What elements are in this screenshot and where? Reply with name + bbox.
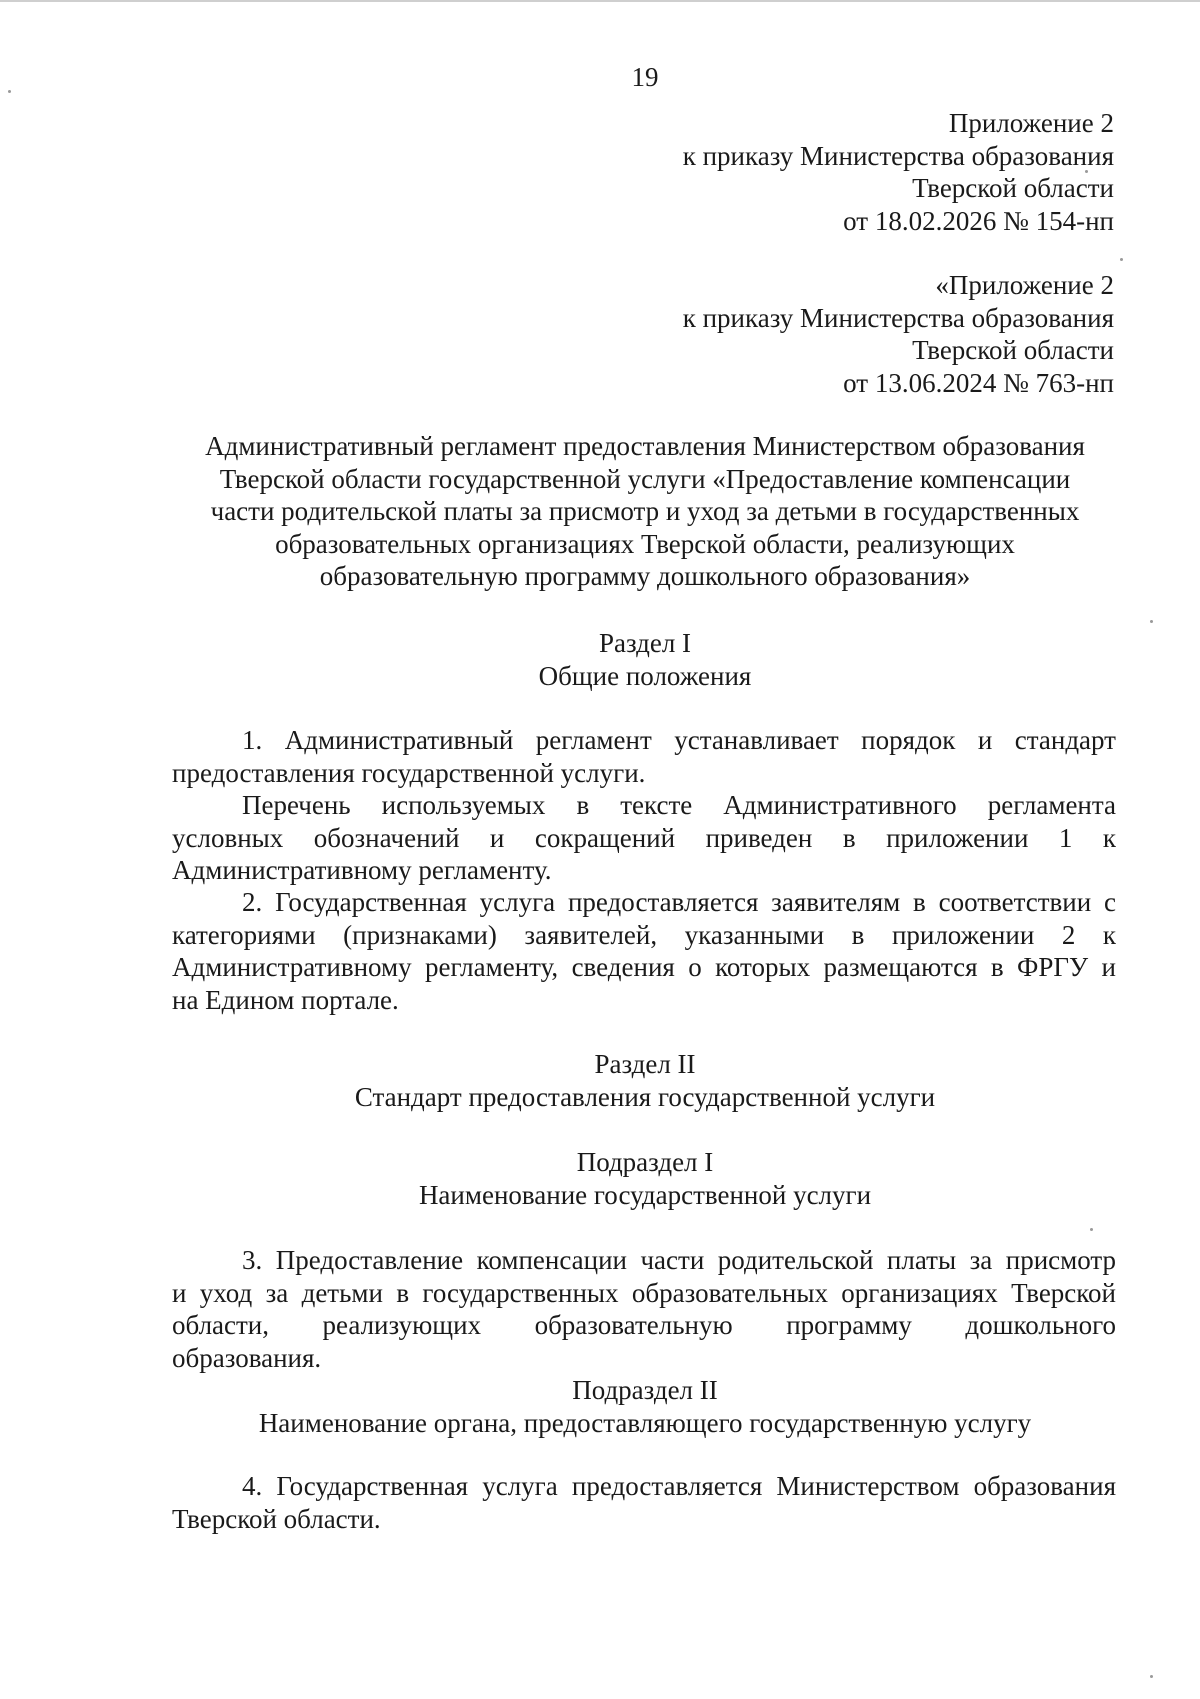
subsection-2-heading bbox=[0, 1374, 1200, 1439]
appendix-header-new bbox=[494, 107, 1114, 237]
appendix-old-line: от 13.06.2024 № 763-нп bbox=[843, 367, 1114, 398]
section-2-heading bbox=[0, 1048, 1200, 1113]
paragraph-line: и уход за детьми в государственных образовательных организациях Тверской bbox=[172, 1277, 1116, 1308]
section-1-name: Общие положения bbox=[538, 660, 752, 691]
paragraph-line: на Едином портале. bbox=[172, 984, 399, 1015]
title-line: образовательную программу дошкольного образования» bbox=[319, 561, 971, 591]
paragraph-line: 2. Государственная услуга предоставляется заявителям в соответствии с bbox=[242, 887, 1116, 917]
appendix-new-line: к приказу Министерства образования bbox=[682, 140, 1114, 171]
scan-top-edge bbox=[0, 0, 1200, 2]
paragraph-line: Тверской области. bbox=[172, 1503, 381, 1534]
appendix-header-old bbox=[494, 269, 1114, 399]
paragraph-line: образования. bbox=[172, 1342, 322, 1373]
paragraph-line: 1. Административный регламент устанавливает порядок и стандарт bbox=[242, 725, 1116, 755]
section-2-name: Стандарт предоставления государственной услуги bbox=[354, 1081, 936, 1112]
paragraph-1 bbox=[172, 724, 1116, 789]
appendix-new-line: от 18.02.2026 № 154-нп bbox=[843, 205, 1114, 236]
subsection-2-label: Подраздел II bbox=[572, 1375, 718, 1405]
page-number: 19 bbox=[631, 62, 659, 92]
paragraph-2 bbox=[172, 886, 1116, 1016]
paragraph-1b bbox=[172, 789, 1116, 887]
paragraph-line: Административному регламенту, сведения о которых размещаются в ФРГУ и bbox=[172, 952, 1116, 982]
paragraph-line: Перечень используемых в тексте Административного регламента bbox=[242, 790, 1116, 820]
paragraph-line: категориями (признаками) заявителей, указанными в приложении 2 к bbox=[172, 919, 1116, 950]
section-1-heading bbox=[0, 627, 1200, 692]
paragraph-3 bbox=[172, 1244, 1116, 1374]
paragraph-line: условных обозначений и сокращений приведен в приложении 1 к bbox=[172, 822, 1116, 853]
title-line: части родительской платы за присмотр и уход за детьми в государственных bbox=[210, 496, 1080, 526]
section-1-label: Раздел I bbox=[598, 628, 692, 658]
appendix-new-line: Приложение 2 bbox=[948, 108, 1114, 138]
title-line: Тверской области государственной услуги «Предоставление компенсации bbox=[219, 463, 1071, 494]
paragraph-line: Административному регламенту. bbox=[172, 855, 552, 885]
subsection-1-heading bbox=[0, 1146, 1200, 1211]
title-line: Административный регламент предоставления Министерством образования bbox=[205, 431, 1085, 461]
scan-speck bbox=[1150, 1675, 1153, 1678]
document-title bbox=[130, 430, 1160, 593]
section-2-label: Раздел II bbox=[594, 1049, 696, 1079]
subsection-1-name: Наименование государственной услуги bbox=[418, 1179, 872, 1210]
paragraph-line: 4. Государственная услуга предоставляется Министерством образования bbox=[242, 1471, 1116, 1501]
scan-speck bbox=[1150, 620, 1153, 623]
paragraph-line: 3. Предоставление компенсации части родительской платы за присмотр bbox=[242, 1245, 1116, 1275]
paragraph-line: области, реализующих образовательную программу дошкольного bbox=[172, 1310, 1116, 1340]
paragraph-line: предоставления государственной услуги. bbox=[172, 757, 646, 788]
scan-speck bbox=[8, 90, 11, 93]
appendix-old-line: Тверской области bbox=[912, 335, 1114, 365]
title-line: образовательных организациях Тверской области, реализующих bbox=[275, 528, 1015, 559]
subsection-2-name: Наименование органа, предоставляющего государственную услугу bbox=[258, 1407, 1032, 1438]
scan-speck bbox=[1120, 258, 1123, 261]
scan-speck bbox=[1085, 170, 1088, 173]
subsection-1-label: Подраздел I bbox=[576, 1147, 714, 1177]
scan-speck bbox=[1090, 1228, 1093, 1231]
paragraph-4 bbox=[172, 1470, 1116, 1535]
appendix-old-line: «Приложение 2 bbox=[935, 270, 1114, 300]
appendix-new-line: Тверской области bbox=[912, 173, 1114, 203]
appendix-old-line: к приказу Министерства образования bbox=[682, 302, 1114, 333]
